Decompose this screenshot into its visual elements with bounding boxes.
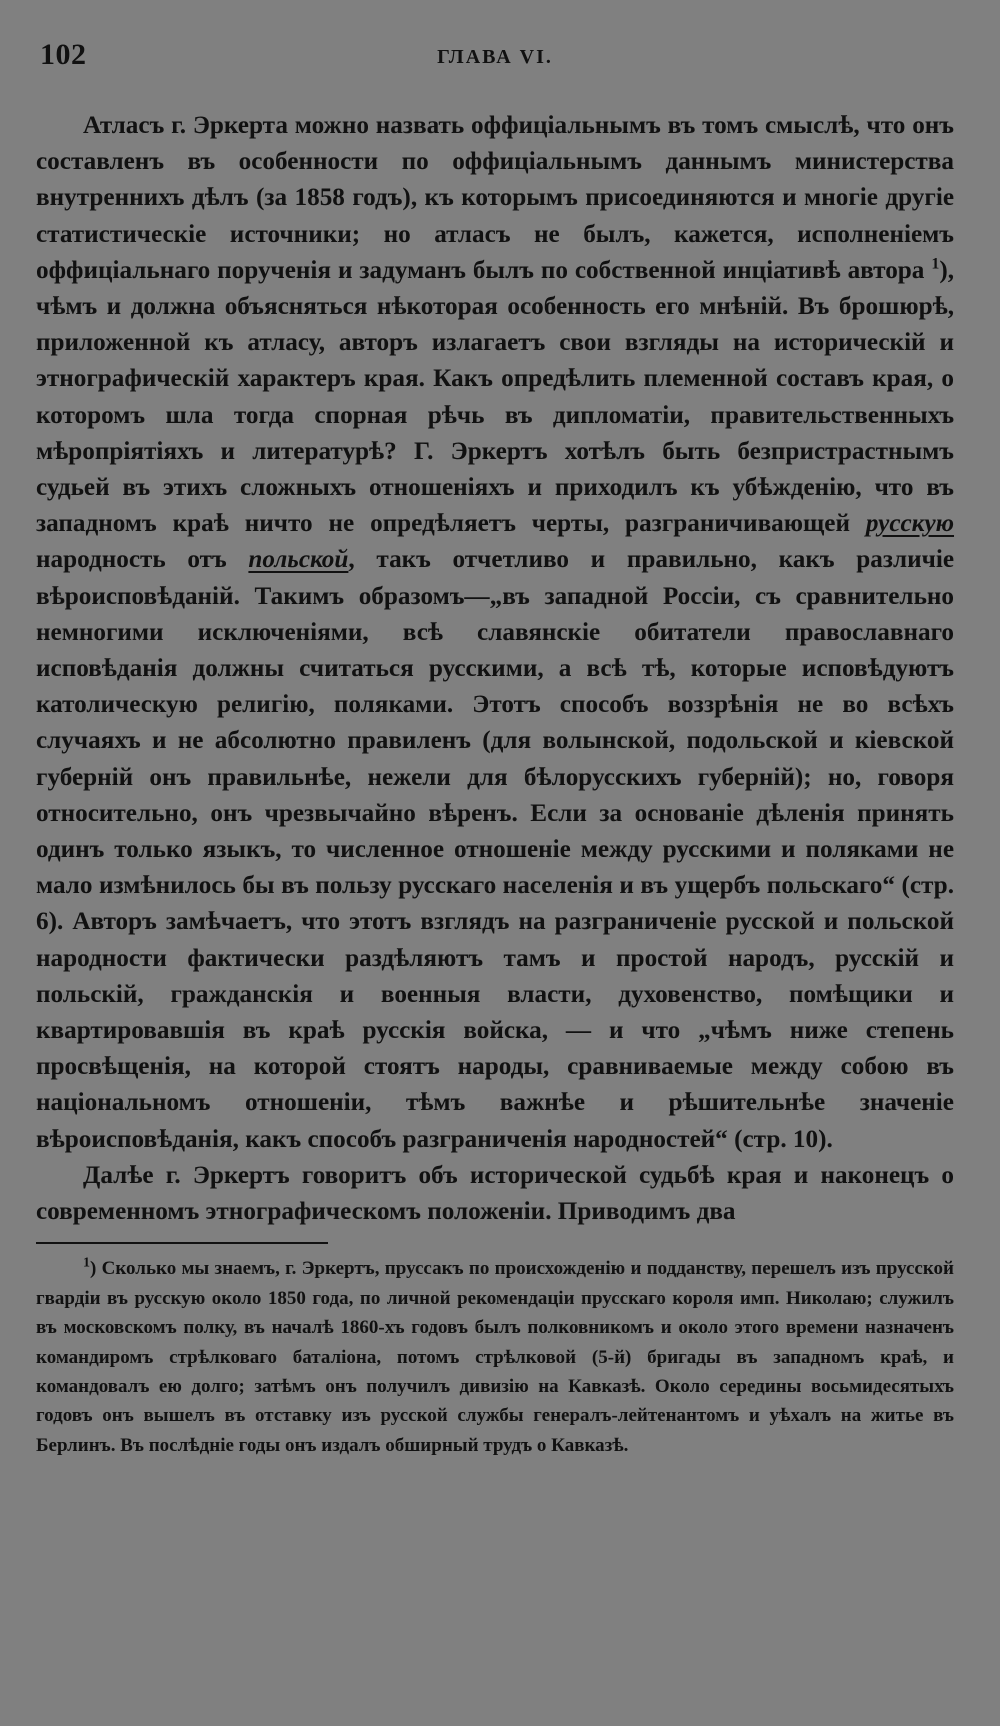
paragraph-2: Далѣе г. Эркертъ говоритъ объ исторической судьбѣ края и наконецъ о современномъ этнографическомъ положеніи. Приводимъ два bbox=[36, 1161, 954, 1226]
footnote-text: ) Сколько мы знаемъ, г. Эркертъ, пруссакъ по происхожденію и подданству, перешелъ изъ прусской гвардіи въ русскую около 1850 года, по личной рекомендаціи прусскаго короля имп. Николаю; служилъ въ московскомъ полку, въ началѣ 1860-хъ годовъ былъ полковникомъ и около этого времени назначенъ командиромъ стрѣлковаго баталіона, потомъ стрѣлковой (5-й) бригады въ западномъ краѣ, и командовалъ ею долго; затѣмъ онъ получилъ дивизію на Кавказѣ. Около середины восьмидесятыхъ годовъ онъ вышелъ въ отставку изъ русской службы генералъ-лейтенантомъ и уѣхалъ на житье въ Берлинъ. Въ послѣдніе годы онъ издалъ обширный трудъ о Кавказѣ. bbox=[36, 1258, 954, 1456]
page-header bbox=[36, 38, 954, 82]
footnote bbox=[36, 1254, 954, 1460]
emphasis-russkuyu: русскую bbox=[865, 510, 955, 538]
page-number: 102 bbox=[40, 38, 87, 71]
footnote-mark: 1 bbox=[83, 1255, 90, 1271]
paragraph-1-part-a: Атласъ г. Эркерта можно назвать оффиціальнымъ въ томъ смыслѣ, что онъ составленъ въ особенности по оффиціальнымъ даннымъ министерства внутреннихъ дѣлъ (за 1858 годъ), къ которымъ присоединяются и многіе другіе статистическіе источники; но атласъ не былъ, кажется, исполненіемъ оффиціальнаго порученія и задуманъ былъ по собственной инціативѣ автора bbox=[36, 112, 954, 284]
paragraph-1 bbox=[36, 108, 954, 1158]
footnote-divider bbox=[36, 1242, 328, 1244]
paragraph-1-part-c: народность отъ bbox=[36, 546, 227, 574]
paragraph-1-part-d: , такъ отчетливо и правильно, какъ различіе вѣроисповѣданій. Такимъ образомъ—„въ западной Россіи, съ сравнительно немногими исключеніями, всѣ славянскіе обитатели православнаго исповѣданія должны считаться русскими, а всѣ тѣ, которые исповѣдуютъ католическую религію, поляками. Этотъ способъ воззрѣнія не во всѣхъ случаяхъ и не абсолютно правиленъ (для волынской, подольской и кіевской губерній онъ правильнѣе, нежели для бѣлорусскихъ губерній); но, говоря относительно, онъ чрезвычайно вѣренъ. Если за основаніе дѣленія принять одинъ только языкъ, то численное отношеніе между русскими и поляками не мало измѣнилось бы въ пользу русскаго населенія и въ ущербъ польскаго“ (стр. 6). Авторъ замѣчаетъ, что этотъ взглядъ на разграниченіе русской и польской народности фактически раздѣляютъ тамъ и простой народъ, русскій и польскій, гражданскія и военныя власти, духовенство, помѣщики и квартировавшія въ краѣ русскія войска, — и что „чѣмъ ниже степень просвѣщенія, на которой стоятъ народы, сравниваемые между собою въ національномъ отношеніи, тѣмъ важнѣе и рѣшительнѣе значеніе вѣроисповѣданія, какъ способъ разграниченія народностей“ (стр. 10). bbox=[36, 546, 954, 1153]
emphasis-polskoy: польской bbox=[248, 546, 349, 574]
footnote-reference: 1 bbox=[931, 255, 940, 273]
main-text bbox=[36, 108, 954, 1230]
paragraph-1-part-b: ), чѣмъ и должна объясняться нѣкоторая особенность его мнѣній. Въ брошюрѣ, приложенной къ атласу, авторъ излагаетъ свои взгляды на историческій и этнографическій характеръ края. Какъ опредѣлить племенной составъ края, о которомъ шла тогда спорная рѣчь въ дипломатіи, правительственныхъ мѣропріятіяхъ и литературѣ? Г. Эркертъ хотѣлъ быть безпристрастнымъ судьей въ этихъ сложныхъ отношеніяхъ и приходилъ къ убѣжденію, что въ западномъ краѣ ничто не опредѣляетъ черты, разграничивающей bbox=[36, 256, 954, 538]
chapter-heading: ГЛАВА VI. bbox=[437, 46, 553, 68]
